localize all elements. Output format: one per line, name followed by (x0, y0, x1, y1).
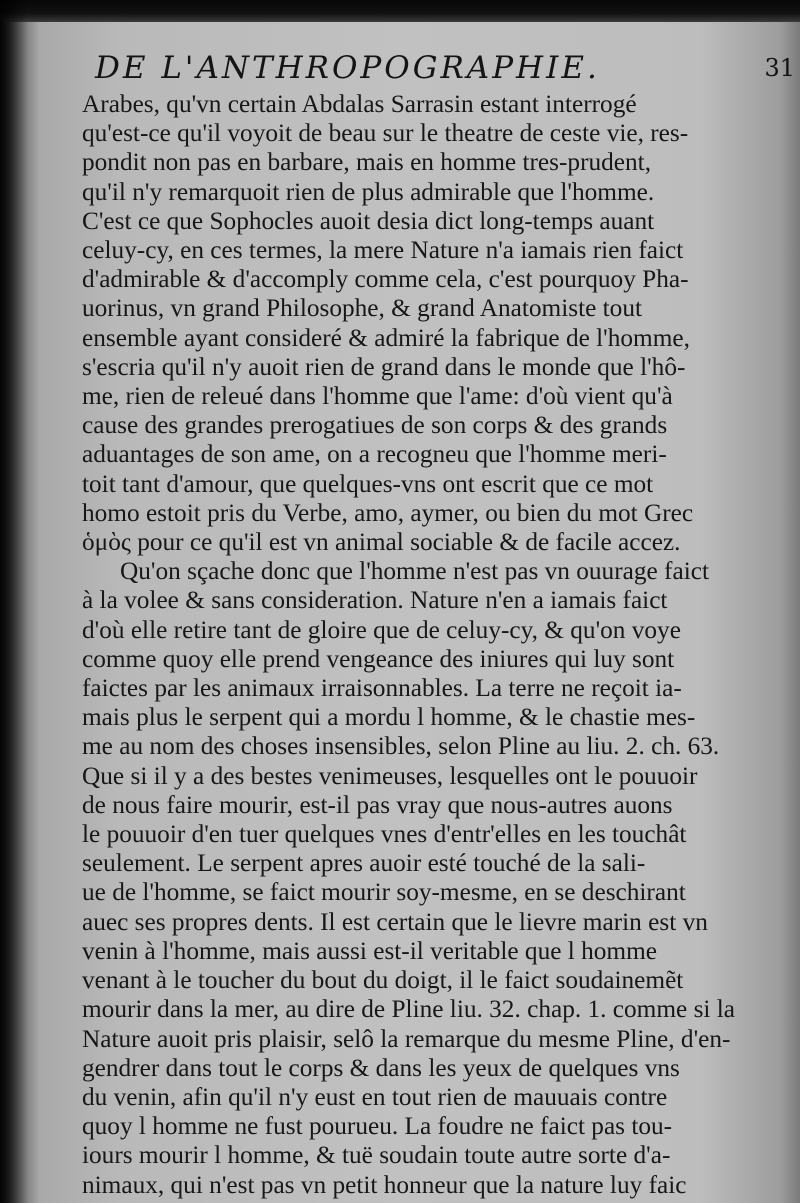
text-line: ensemble ayant consideré & admiré la fabrique de l'homme, (82, 323, 690, 352)
text-line: d'admirable & d'accomply comme cela, c'est pourquoy Pha- (82, 265, 689, 294)
text-line: cause des grandes prerogatiues de son corps & des grands (82, 411, 668, 440)
text-line: faictes par les animaux irraisonnables. La terre ne reçoit ia- (82, 674, 682, 703)
text-line: d'où elle retire tant de gloire que de celuy-cy, & qu'on voye (82, 615, 681, 644)
text-line: venant à le toucher du bout du doigt, il le faict soudainemẽt (82, 966, 684, 995)
text-line: à la volee & sans consideration. Nature n'en a iamais faict (82, 586, 668, 615)
text-line: qu'est-ce qu'il voyoit de beau sur le theatre de ceste vie, res- (82, 119, 689, 148)
text-line: le pouuoir d'en tuer quelques vnes d'entr'elles en les touchât (82, 820, 687, 849)
text-line: me au nom des choses insensibles, selon Pline au liu. 2. ch. 63. (82, 732, 720, 761)
text-line: me, rien de releué dans l'homme que l'ame: d'où vient qu'à (82, 382, 673, 411)
text-line: venin à l'homme, mais aussi est-il veritable que l homme (82, 936, 658, 965)
text-line: pondit non pas en barbare, mais en homme tres-prudent, (82, 148, 652, 177)
text-line: du venin, afin qu'il n'y eust en tout rien de mauuais contre (82, 1082, 668, 1111)
scan-top-border (0, 0, 800, 22)
text-line: seulement. Le serpent apres auoir esté touché de la sali- (82, 849, 646, 878)
text-line: comme quoy elle prend vengeance des iniures qui luy sont (82, 644, 675, 673)
text-line: Arabes, qu'vn certain Abdalas Sarrasin estant interrogé (82, 90, 637, 118)
text-line: auec ses propres dents. Il est certain que le lievre marin est vn (82, 907, 708, 936)
text-line: ὁμὸς pour ce qu'il est vn animal sociable & de facile accez. (82, 528, 681, 557)
text-line: nimaux, qui n'est pas vn petit honneur que la nature luy faic (82, 1170, 687, 1199)
text-line: qu'il n'y remarquoit rien de plus admirable que l'homme. (82, 177, 655, 206)
gutter-shadow (0, 0, 28, 1203)
text-line: Que si il y a des bestes venimeuses, lesquelles ont le pouuoir (82, 761, 698, 790)
running-title: DE L'ANTHROPOGRAPHIE. (95, 50, 600, 86)
text-line: ue de l'homme, se faict mourir soy-mesme, en se deschirant (82, 878, 686, 907)
body-text (82, 90, 792, 1200)
text-line: mourir dans la mer, au dire de Pline liu. 32. chap. 1. comme si la (82, 995, 736, 1024)
running-header (95, 50, 800, 86)
text-line: de nous faire mourir, est-il pas vray que nous-autres auons (82, 790, 673, 819)
text-line: quoy l homme ne fust pourueu. La foudre ne faict pas tou- (82, 1112, 673, 1141)
page-number: 31 (764, 54, 795, 82)
text-line: toit tant d'amour, que quelques-vns ont escrit que ce mot (82, 469, 654, 498)
text-line: gendrer dans tout le corps & dans les yeux de quelques vns (82, 1053, 680, 1082)
text-line: mais plus le serpent qui a mordu l homme, & le chastie mes- (82, 703, 696, 732)
text-line: s'escria qu'il n'y auoit rien de grand dans le monde que l'hô- (82, 352, 686, 381)
text-line: aduantages de son ame, on a recogneu que l'homme meri- (82, 440, 667, 469)
text-line: celuy-cy, en ces termes, la mere Nature n'a iamais rien faict (82, 236, 684, 265)
text-line: uorinus, vn grand Philosophe, & grand Anatomiste tout (82, 294, 643, 323)
text-line: homo estoit pris du Verbe, amo, aymer, ou bien du mot Grec (82, 498, 694, 527)
text-line: Nature auoit pris plaisir, selô la remarque du mesme Pline, d'en- (82, 1024, 731, 1053)
text-line: iours mourir l homme, & tuë soudain toute autre sorte d'a- (82, 1141, 671, 1170)
text-line: C'est ce que Sophocles auoit desia dict long-temps auant (82, 206, 655, 235)
paragraph-start-line: Qu'on sçache donc que l'homme n'est pas vn ouurage faict (120, 557, 709, 586)
